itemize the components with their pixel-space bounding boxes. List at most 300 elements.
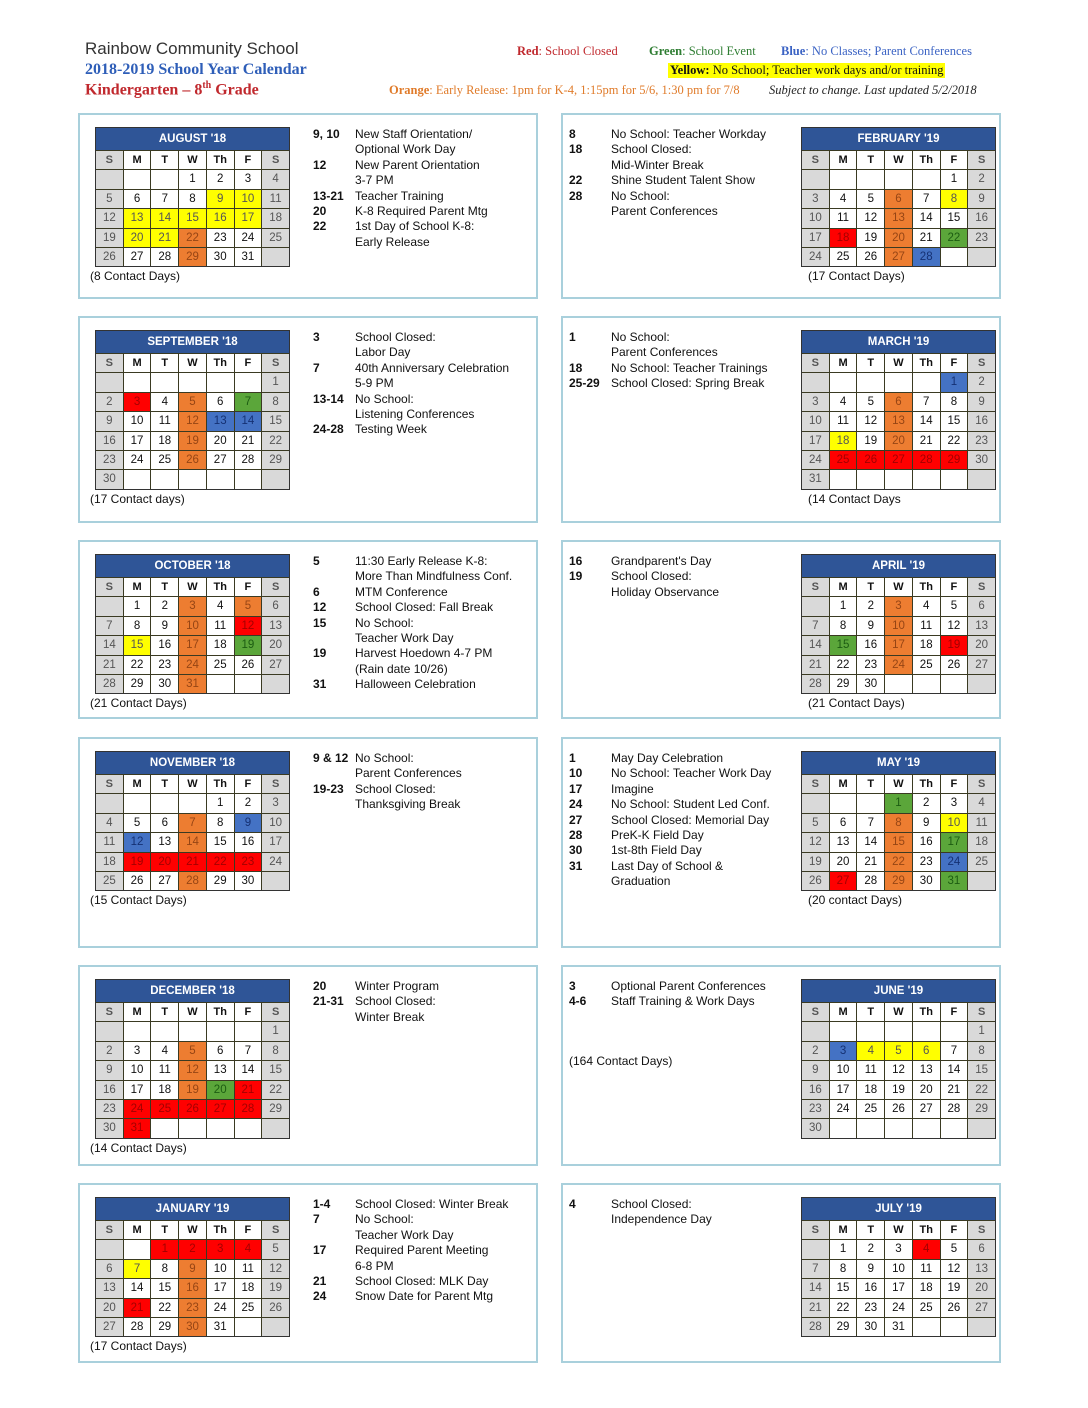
day-cell — [207, 675, 234, 693]
day-cell: 7 — [802, 617, 829, 635]
day-cell: 7 — [179, 814, 206, 832]
month-calendar — [801, 1197, 996, 1337]
day-cell: 24 — [941, 853, 968, 871]
day-cell: 1 — [262, 373, 289, 391]
day-cell: 16 — [802, 1081, 829, 1099]
day-cell — [151, 1022, 178, 1040]
day-cell: 16 — [235, 833, 262, 851]
event-item — [313, 585, 512, 600]
day-cell: 29 — [262, 1100, 289, 1118]
day-cell — [207, 1022, 234, 1040]
event-description — [355, 646, 492, 677]
day-cell — [830, 1119, 857, 1137]
event-date: 4 — [569, 1197, 576, 1211]
day-cell: 12 — [235, 617, 262, 635]
day-cell: 8 — [262, 393, 289, 411]
weekday-header: S — [802, 1003, 829, 1021]
day-cell: 17 — [885, 636, 912, 654]
day-cell: 28 — [802, 675, 829, 693]
event-date: 19 — [313, 646, 327, 661]
day-cell: 24 — [124, 1100, 151, 1118]
month-title: OCTOBER '18 — [96, 555, 289, 577]
month-title: SEPTEMBER '18 — [96, 331, 289, 353]
day-cell: 24 — [885, 1299, 912, 1317]
day-cell: 5 — [179, 1042, 206, 1060]
event-description — [611, 782, 654, 797]
day-cell — [124, 470, 151, 488]
day-cell: 20 — [207, 432, 234, 450]
weekday-header: S — [802, 578, 829, 596]
day-cell: 14 — [151, 209, 178, 227]
day-cell: 2 — [968, 373, 995, 391]
contact-days: (21 Contact Days) — [90, 696, 187, 711]
event-description — [355, 616, 453, 647]
month-title: JULY '19 — [802, 1198, 995, 1220]
event-date: 12 — [313, 600, 327, 615]
day-cell — [179, 470, 206, 488]
month-calendar — [801, 979, 996, 1139]
weekday-header: W — [885, 578, 912, 596]
day-cell: 6 — [151, 814, 178, 832]
day-cell: 22 — [124, 656, 151, 674]
day-cell: 20 — [830, 853, 857, 871]
day-cell — [885, 373, 912, 391]
day-cell: 5 — [885, 1042, 912, 1060]
event-description — [355, 392, 474, 423]
event-date: 25-29 — [569, 376, 600, 391]
day-cell: 19 — [96, 229, 123, 247]
day-cell: 8 — [941, 190, 968, 208]
weekday-header: S — [262, 578, 289, 596]
day-cell: 10 — [885, 617, 912, 635]
day-cell: 3 — [235, 170, 262, 188]
day-cell: 27 — [207, 451, 234, 469]
day-cell: 2 — [913, 794, 940, 812]
day-cell — [235, 373, 262, 391]
day-cell: 19 — [124, 853, 151, 871]
day-cell: 18 — [830, 229, 857, 247]
weekday-header: W — [179, 775, 206, 793]
day-cell — [941, 1119, 968, 1137]
day-cell: 19 — [941, 1279, 968, 1297]
day-cell: 13 — [207, 412, 234, 430]
event-line: Parent Conferences — [355, 766, 462, 781]
weekday-header: T — [151, 151, 178, 169]
day-cell: 26 — [857, 248, 884, 266]
weekday-header: M — [830, 151, 857, 169]
day-cell: 2 — [207, 170, 234, 188]
day-cell: 28 — [124, 1318, 151, 1336]
day-cell — [830, 170, 857, 188]
day-cell: 17 — [235, 209, 262, 227]
day-cell: 14 — [941, 1061, 968, 1079]
day-cell: 11 — [262, 190, 289, 208]
weekday-header: Th — [913, 1003, 940, 1021]
event-line: Early Release — [355, 234, 430, 249]
day-cell: 3 — [830, 1042, 857, 1060]
event-date: 19 — [569, 569, 583, 584]
day-cell: 19 — [802, 853, 829, 871]
day-cell: 2 — [151, 597, 178, 615]
legend-yellow-key: Yellow: — [670, 63, 710, 77]
event-line: No School: — [355, 751, 414, 765]
day-cell: 3 — [124, 1042, 151, 1060]
event-description — [611, 751, 723, 766]
day-cell: 10 — [941, 814, 968, 832]
day-cell: 26 — [941, 656, 968, 674]
event-date: 3 — [569, 979, 576, 993]
day-cell: 13 — [913, 1061, 940, 1079]
day-cell: 2 — [235, 794, 262, 812]
legend-blue-text: : No Classes; Parent Conferences — [805, 44, 972, 58]
contact-days: (14 Contact Days) — [90, 1140, 187, 1155]
day-cell: 28 — [802, 1318, 829, 1336]
contact-days: (17 Contact Days) — [808, 269, 905, 284]
day-cell: 31 — [941, 872, 968, 890]
month-panel — [561, 540, 1001, 719]
day-cell — [968, 675, 995, 693]
month-calendar — [95, 127, 290, 267]
day-cell: 23 — [96, 451, 123, 469]
day-cell: 9 — [151, 617, 178, 635]
event-description — [611, 330, 718, 361]
event-line: Halloween Celebration — [355, 677, 476, 692]
day-cell: 20 — [968, 1279, 995, 1297]
weekday-header: S — [262, 1221, 289, 1239]
day-cell: 8 — [941, 393, 968, 411]
day-cell: 19 — [857, 432, 884, 450]
day-cell: 12 — [96, 209, 123, 227]
event-line: 6-8 PM — [355, 1258, 394, 1273]
day-cell — [151, 373, 178, 391]
day-cell — [124, 170, 151, 188]
event-item — [313, 616, 512, 647]
weekday-header: F — [235, 354, 262, 372]
day-cell: 31 — [802, 470, 829, 488]
day-cell: 24 — [802, 451, 829, 469]
events-list — [569, 127, 766, 219]
weekday-header: T — [151, 1003, 178, 1021]
legend-blue-key: Blue — [781, 44, 806, 58]
day-cell: 4 — [913, 597, 940, 615]
weekday-header: Th — [207, 151, 234, 169]
event-line: Labor Day — [355, 345, 411, 360]
day-cell: 8 — [830, 617, 857, 635]
day-cell: 4 — [262, 170, 289, 188]
day-cell — [262, 872, 289, 890]
event-date: 21 — [313, 1274, 327, 1289]
day-cell: 11 — [830, 209, 857, 227]
event-line: Harvest Hoedown 4-7 PM — [355, 646, 493, 661]
event-description — [611, 361, 768, 376]
day-grid — [802, 774, 995, 890]
day-cell: 18 — [857, 1081, 884, 1099]
weekday-header: M — [830, 1221, 857, 1239]
day-cell: 15 — [885, 833, 912, 851]
event-item — [569, 979, 766, 994]
weekday-header: F — [235, 1003, 262, 1021]
day-cell: 23 — [857, 656, 884, 674]
day-cell: 22 — [885, 853, 912, 871]
day-cell: 14 — [913, 412, 940, 430]
event-date: 16 — [569, 554, 583, 568]
day-cell: 27 — [207, 1100, 234, 1118]
day-cell: 17 — [179, 636, 206, 654]
weekday-header: T — [151, 354, 178, 372]
day-cell — [151, 470, 178, 488]
weekday-header: M — [124, 354, 151, 372]
day-cell: 4 — [151, 393, 178, 411]
events-list — [569, 979, 766, 1069]
day-cell — [151, 170, 178, 188]
event-line: School Closed: — [355, 781, 436, 796]
day-cell: 20 — [262, 636, 289, 654]
day-cell: 25 — [913, 656, 940, 674]
event-item — [569, 1197, 712, 1228]
day-cell: 26 — [235, 656, 262, 674]
month-title: MARCH '19 — [802, 331, 995, 353]
event-date: 3 — [313, 330, 320, 344]
day-cell: 11 — [207, 617, 234, 635]
legend-red — [517, 44, 618, 59]
day-cell: 18 — [207, 636, 234, 654]
event-item — [569, 569, 719, 600]
month-panel — [78, 540, 538, 719]
day-cell: 15 — [941, 412, 968, 430]
event-item — [569, 782, 771, 797]
event-description — [355, 1197, 508, 1212]
day-cell: 1 — [830, 597, 857, 615]
event-line: Thanksgiving Break — [355, 797, 461, 812]
day-cell — [124, 1022, 151, 1040]
weekday-header: Th — [913, 354, 940, 372]
event-line: Required Parent Meeting — [355, 1243, 489, 1258]
event-item — [569, 376, 768, 391]
day-cell — [968, 248, 995, 266]
day-cell: 1 — [968, 1022, 995, 1040]
weekday-header: S — [802, 354, 829, 372]
day-cell: 22 — [151, 1299, 178, 1317]
day-cell: 21 — [913, 432, 940, 450]
event-item — [313, 189, 488, 204]
month-calendar — [95, 554, 290, 694]
day-cell — [802, 1022, 829, 1040]
day-grid — [802, 353, 995, 489]
day-cell — [124, 794, 151, 812]
events-list — [313, 751, 462, 813]
day-cell: 22 — [207, 853, 234, 871]
day-cell: 24 — [885, 656, 912, 674]
month-title: MAY '19 — [802, 752, 995, 774]
event-description — [611, 813, 769, 828]
event-description — [611, 797, 770, 812]
event-line: School Closed: — [355, 994, 436, 1009]
day-cell — [968, 470, 995, 488]
day-cell: 13 — [968, 1260, 995, 1278]
event-line: School Closed: — [355, 330, 436, 344]
day-cell — [941, 248, 968, 266]
day-cell: 10 — [802, 412, 829, 430]
event-description — [355, 782, 460, 813]
weekday-header: W — [885, 354, 912, 372]
weekday-header: T — [151, 775, 178, 793]
day-cell: 21 — [124, 1299, 151, 1317]
day-cell: 17 — [830, 1081, 857, 1099]
month-calendar — [95, 330, 290, 490]
month-calendar — [95, 751, 290, 891]
event-line: No School: — [355, 391, 414, 406]
day-cell — [802, 794, 829, 812]
day-cell: 9 — [802, 1061, 829, 1079]
event-line: No School: Teacher Workday — [611, 127, 766, 141]
day-cell — [179, 1022, 206, 1040]
event-line: More Than Mindfulness Conf. — [355, 569, 513, 584]
day-cell: 7 — [941, 1042, 968, 1060]
event-line: Teacher Work Day — [355, 1227, 454, 1242]
month-title: FEBRUARY '19 — [802, 128, 995, 150]
day-cell: 11 — [913, 1260, 940, 1278]
event-item — [569, 813, 771, 828]
day-cell: 4 — [207, 597, 234, 615]
event-date: 10 — [569, 766, 583, 781]
event-item — [313, 219, 488, 250]
month-title: DECEMBER '18 — [96, 980, 289, 1002]
day-cell: 28 — [179, 872, 206, 890]
event-description — [355, 600, 493, 615]
event-line: No School: — [355, 1212, 414, 1227]
day-cell: 18 — [913, 1279, 940, 1297]
day-cell: 8 — [179, 190, 206, 208]
day-cell: 9 — [857, 1260, 884, 1278]
day-cell — [913, 470, 940, 488]
day-cell: 4 — [830, 393, 857, 411]
event-line: K-8 Required Parent Mtg — [355, 204, 488, 219]
event-item — [313, 979, 439, 994]
day-cell — [913, 373, 940, 391]
day-cell: 21 — [802, 1299, 829, 1317]
day-cell: 5 — [857, 190, 884, 208]
event-line: Graduation — [611, 874, 671, 889]
day-cell: 9 — [968, 190, 995, 208]
day-cell: 17 — [124, 1081, 151, 1099]
day-cell: 5 — [857, 393, 884, 411]
event-item — [313, 361, 509, 392]
event-description — [611, 127, 766, 142]
day-cell — [885, 675, 912, 693]
day-grid — [802, 1220, 995, 1336]
day-cell — [857, 794, 884, 812]
day-cell: 12 — [802, 833, 829, 851]
day-grid — [802, 1002, 995, 1138]
weekday-header: F — [941, 354, 968, 372]
event-line: School Closed: MLK Day — [355, 1274, 489, 1289]
day-cell: 12 — [857, 412, 884, 430]
day-cell: 21 — [96, 656, 123, 674]
event-item — [569, 751, 771, 766]
day-cell: 5 — [179, 393, 206, 411]
day-cell: 26 — [124, 872, 151, 890]
event-item — [313, 127, 488, 158]
day-cell: 12 — [179, 1061, 206, 1079]
weekday-header: S — [262, 354, 289, 372]
day-cell: 26 — [941, 1299, 968, 1317]
day-cell — [151, 794, 178, 812]
day-cell: 11 — [913, 617, 940, 635]
day-cell: 21 — [941, 1081, 968, 1099]
day-cell — [235, 675, 262, 693]
day-cell: 13 — [262, 617, 289, 635]
day-cell — [151, 1119, 178, 1137]
event-item — [569, 843, 771, 858]
day-cell: 13 — [830, 833, 857, 851]
day-cell: 28 — [235, 451, 262, 469]
day-cell: 21 — [913, 229, 940, 247]
event-description — [355, 1243, 488, 1274]
day-cell: 6 — [830, 814, 857, 832]
event-date: 28 — [569, 828, 583, 843]
weekday-header: S — [96, 354, 123, 372]
month-panel — [561, 113, 1001, 299]
contact-days: (21 Contact Days) — [808, 696, 905, 711]
day-cell — [968, 872, 995, 890]
event-item — [569, 361, 768, 376]
weekday-header: Th — [913, 775, 940, 793]
event-description — [611, 376, 764, 391]
day-cell: 13 — [151, 833, 178, 851]
day-cell: 6 — [124, 190, 151, 208]
day-cell: 29 — [179, 248, 206, 266]
events-list — [569, 1197, 712, 1228]
event-date: 7 — [313, 1212, 320, 1227]
day-cell: 11 — [151, 1061, 178, 1079]
weekday-header: F — [235, 578, 262, 596]
contact-days: (8 Contact Days) — [90, 269, 181, 284]
legend-green-text: : School Event — [682, 44, 756, 58]
event-date: 12 — [313, 157, 327, 172]
weekday-header: S — [262, 775, 289, 793]
day-cell: 26 — [179, 451, 206, 469]
day-cell: 8 — [885, 814, 912, 832]
weekday-header: T — [857, 1003, 884, 1021]
day-cell: 29 — [124, 675, 151, 693]
day-cell: 10 — [802, 209, 829, 227]
weekday-header: W — [885, 151, 912, 169]
day-cell — [941, 1318, 968, 1336]
day-cell: 14 — [179, 833, 206, 851]
weekday-header: F — [941, 1003, 968, 1021]
day-cell: 15 — [262, 1061, 289, 1079]
day-cell: 18 — [151, 432, 178, 450]
event-line: May Day Celebration — [611, 751, 724, 765]
day-cell: 16 — [857, 1279, 884, 1297]
day-cell: 27 — [151, 872, 178, 890]
day-cell: 30 — [96, 1119, 123, 1137]
event-description — [611, 554, 711, 569]
event-date: 9 & 12 — [313, 751, 349, 765]
day-cell: 26 — [179, 1100, 206, 1118]
legend-orange — [389, 83, 740, 98]
month-panel — [561, 965, 1001, 1166]
day-cell: 16 — [857, 636, 884, 654]
day-cell: 31 — [885, 1318, 912, 1336]
weekday-header: W — [179, 578, 206, 596]
weekday-header: M — [830, 578, 857, 596]
day-cell: 10 — [124, 1061, 151, 1079]
event-item — [313, 677, 512, 692]
day-cell: 7 — [913, 190, 940, 208]
event-item — [569, 554, 719, 569]
weekday-header: W — [885, 1003, 912, 1021]
